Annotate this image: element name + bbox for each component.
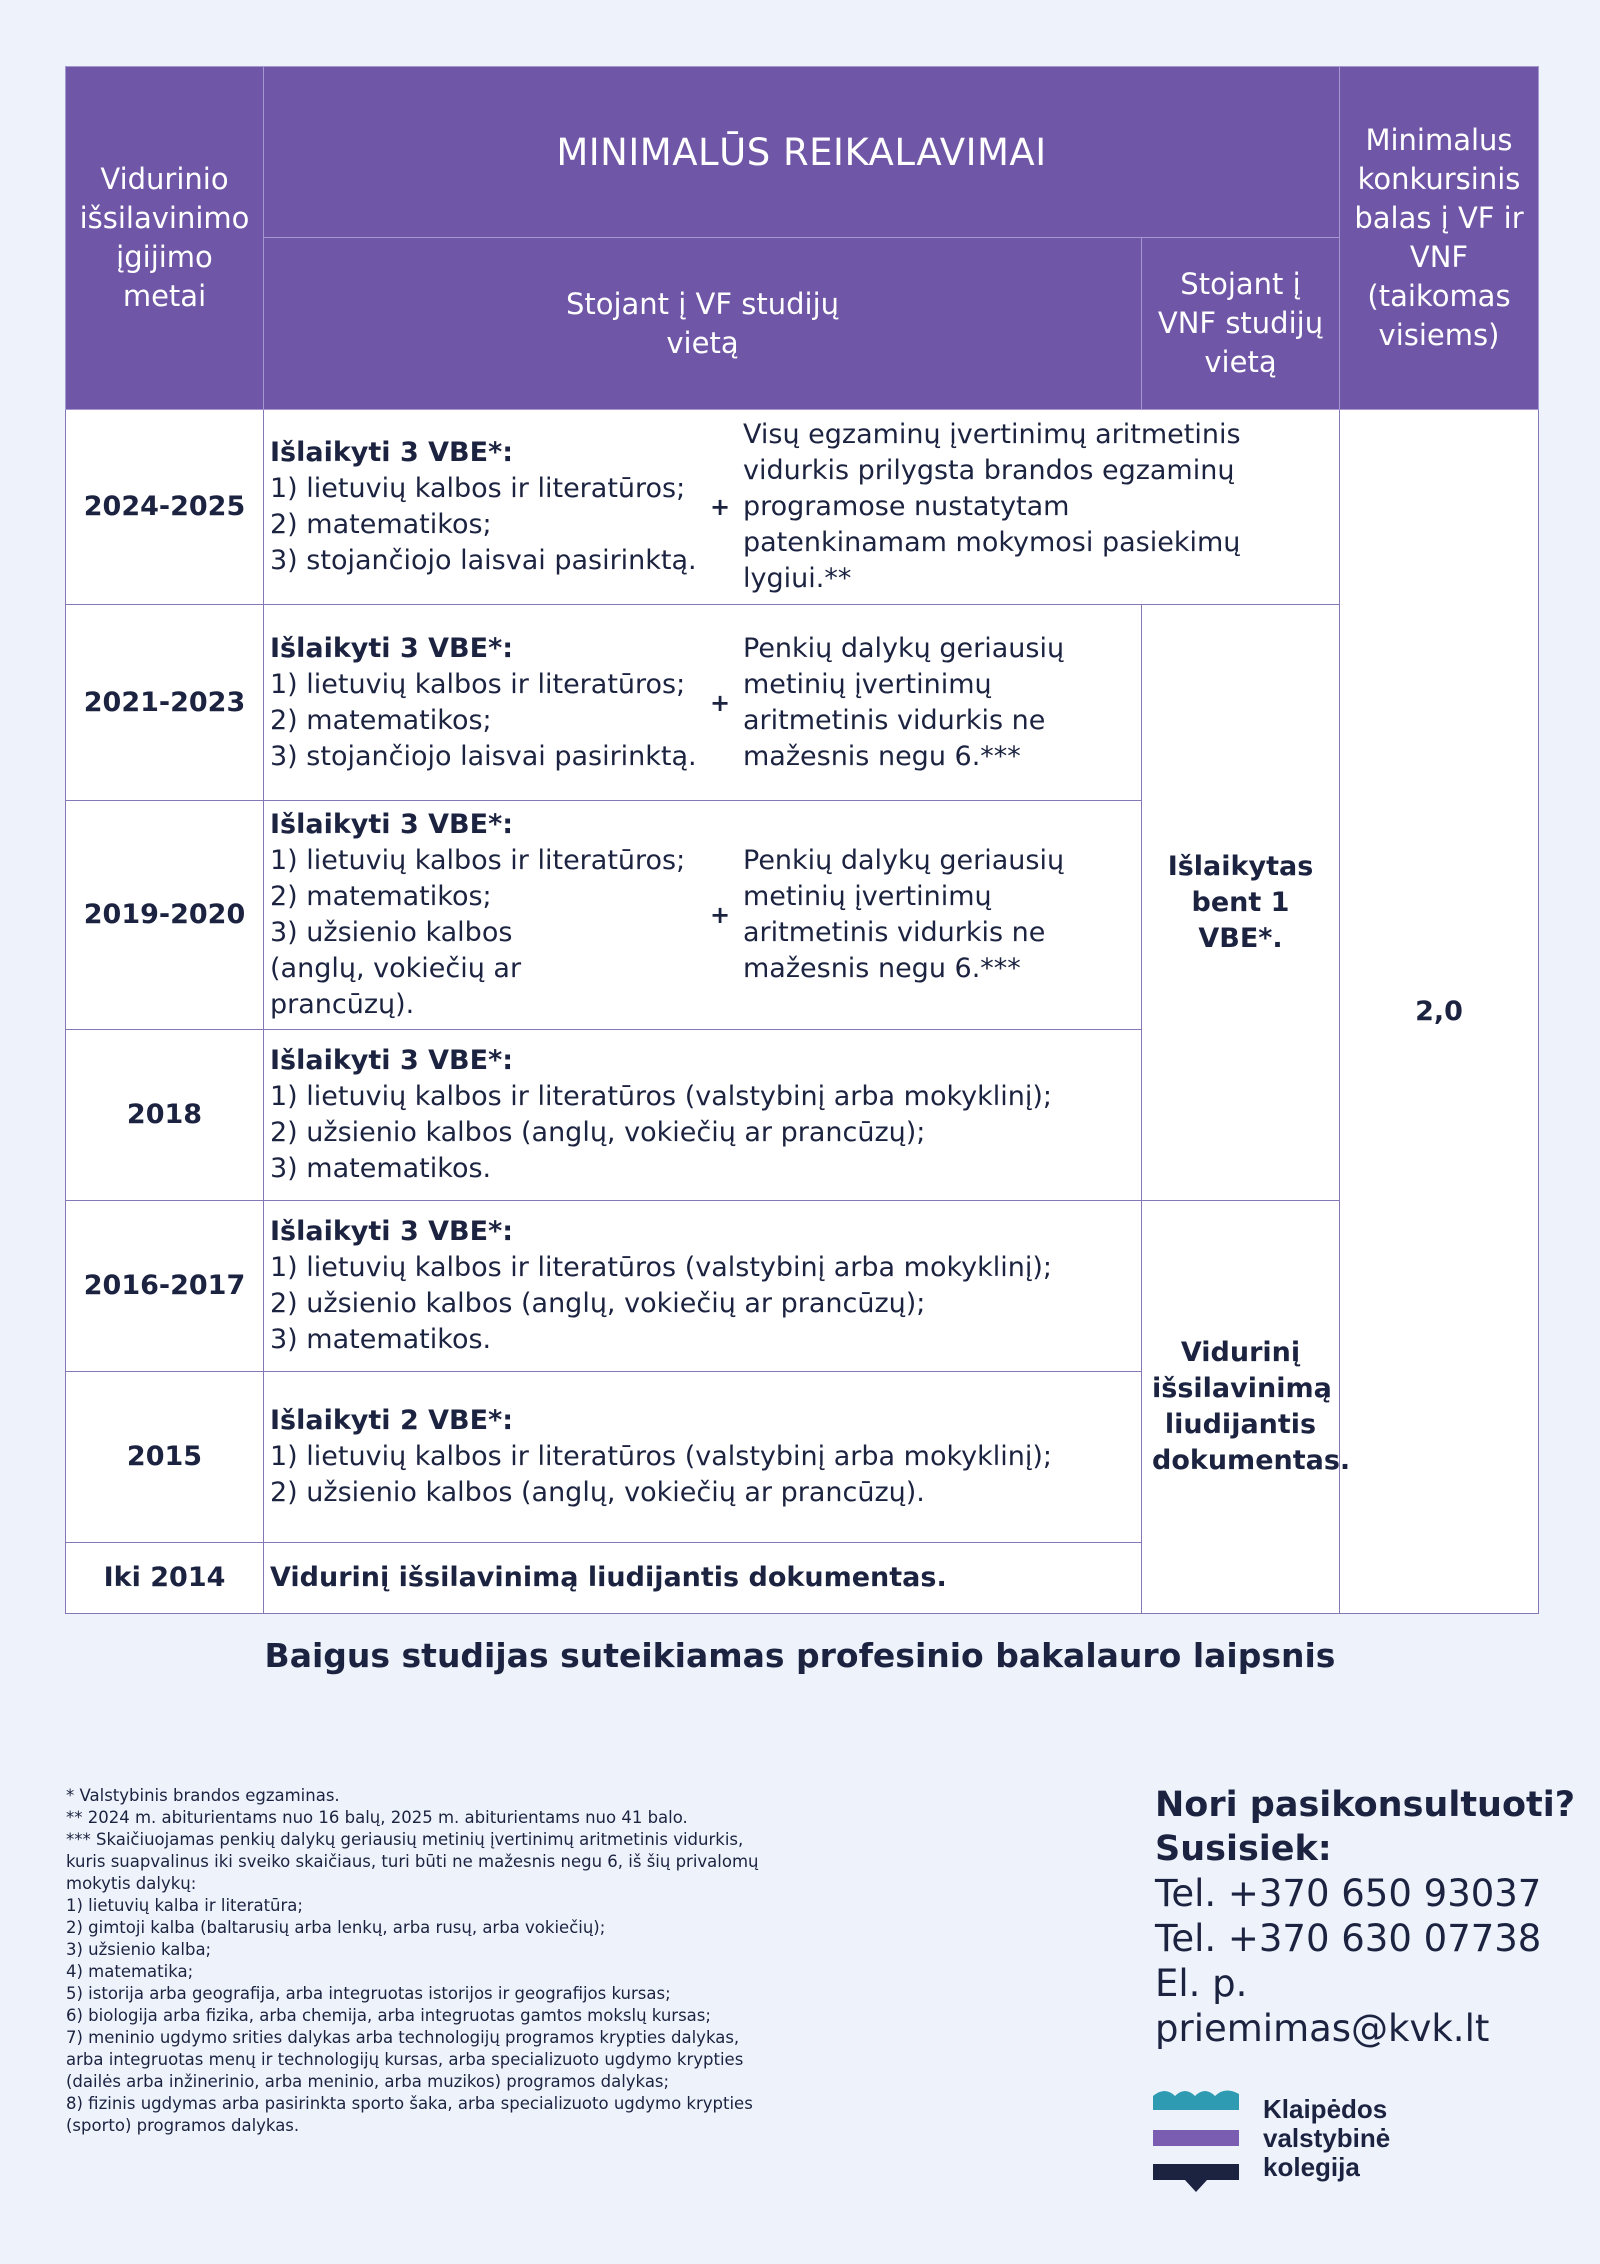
footnote: *** Skaičiuojamas penkių dalykų geriausių metinių įvertinimų aritmetinis vidurkis, kuris suapvalinus iki sveiko skaičiaus, turi būti ne mažesnis negu 6, iš šių privalomų mokytis dalykų:: [66, 1830, 759, 1893]
requirement-line: 2) užsienio kalbos (anglų, vokiečių ar prancūzų).: [270, 1477, 925, 1508]
requirement-line: 2) matematikos;: [270, 509, 492, 540]
logo-line: kolegija: [1263, 2152, 1360, 2182]
requirements-cell: [264, 1372, 1142, 1543]
year-cell: 2016-2017: [66, 1201, 264, 1372]
footnote: 6) biologija arba fizika, arba chemija, arba integruotas gamtos mokslų kursas;: [66, 2006, 711, 2025]
requirement-title: Išlaikyti 2 VBE*:: [270, 1405, 513, 1436]
plus-sign: +: [709, 493, 731, 521]
year-cell: 2024-2025: [66, 410, 264, 605]
requirements-table: [65, 66, 1539, 1614]
footnote: 2) gimtoji kalba (baltarusių arba lenkų, arba rusų, arba vokiečių);: [66, 1918, 606, 1937]
footnote: 3) užsienio kalba;: [66, 1940, 212, 1959]
phone-link[interactable]: Tel. +370 650 93037: [1155, 1872, 1542, 1915]
table-row: [66, 410, 1539, 605]
requirement-line: 3) stojančiojo laisvai pasirinktą.: [270, 740, 697, 772]
header-min-score: Minimalus konkursinis balas į VF ir VNF (taikomas visiems): [1340, 67, 1539, 410]
requirement-line: 3) stojančiojo laisvai pasirinktą.: [270, 545, 697, 576]
year-cell: Iki 2014: [66, 1543, 264, 1614]
requirement-title: Išlaikyti 3 VBE*:: [270, 632, 513, 664]
logo-line: Klaipėdos: [1263, 2094, 1388, 2124]
vnf-requirement: Vidurinį išsilavinimą liudijantis dokumentas.: [1142, 1201, 1340, 1614]
logo-text: [1263, 2095, 1390, 2182]
degree-note: Baigus studijas suteikiamas profesinio bakalauro laipsnis: [264, 1636, 1336, 1675]
footnote: * Valstybinis brandos egzaminas.: [66, 1786, 340, 1805]
requirement-average: Penkių dalykų geriausių metinių įvertinimų aritmetinis vidurkis ne mažesnis negu 6.***: [743, 632, 1065, 772]
requirement-line: 2) matematikos;: [270, 881, 492, 912]
contact-subtitle: Susisiek:: [1155, 1829, 1332, 1869]
footnote: 4) matematika;: [66, 1962, 194, 1981]
footnotes: [66, 1785, 806, 2137]
requirements-cell: [264, 410, 1340, 605]
logo-line: valstybinė: [1263, 2123, 1391, 2153]
requirement-line: 1) lietuvių kalbos ir literatūros (valstybinį arba mokyklinį);: [270, 1081, 1052, 1112]
requirement-line: 2) užsienio kalbos (anglų, vokiečių ar prancūzų);: [270, 1288, 926, 1319]
footnote: 5) istorija arba geografija, arba integruotas istorijos ir geografijos kursas;: [66, 1984, 671, 2003]
college-logo: [1153, 2088, 1453, 2198]
header-vf: Stojant į VF studijų vietą: [264, 238, 1142, 410]
requirement-line: 2) matematikos;: [270, 704, 492, 736]
footnote: 7) meninio ugdymo srities dalykas arba technologijų programos krypties dalykas, arba integruotas menų ir technologijų kursas, arba specializuoto ugdymo krypties (dailės arba inžinerinio, arba meninio, arba muzikos) programos dalykas;: [66, 2028, 744, 2091]
header-minimal-requirements: MINIMALŪS REIKALAVIMAI: [264, 67, 1340, 238]
vnf-requirement: Išlaikytas bent 1 VBE*.: [1142, 605, 1340, 1201]
plus-sign: +: [709, 688, 731, 717]
requirements-cell: [264, 1030, 1142, 1201]
requirement-average: Visų egzaminų įvertinimų aritmetinis vidurkis prilygsta brandos egzaminų programose nustatytam patenkinamam mokymosi pasiekimų lygiui.**: [743, 419, 1241, 594]
requirement-line: 1) lietuvių kalbos ir literatūros;: [270, 473, 686, 504]
email-link[interactable]: El. p. priemimas@kvk.lt: [1155, 1962, 1490, 2050]
year-cell: 2018: [66, 1030, 264, 1201]
table-row: [66, 1201, 1539, 1372]
requirement-line: 1) lietuvių kalbos ir literatūros;: [270, 668, 686, 700]
footnote: 8) fizinis ugdymas arba pasirinkta sporto šaka, arba specializuoto ugdymo krypties (sporto) programos dalykas.: [66, 2094, 753, 2135]
requirements-cell: [264, 801, 1142, 1030]
requirement-title: Vidurinį išsilavinimą liudijantis dokumentas.: [264, 1543, 1142, 1614]
requirement-title: Išlaikyti 3 VBE*:: [270, 1045, 513, 1076]
requirement-line: 1) lietuvių kalbos ir literatūros;: [270, 845, 686, 876]
requirements-cell: [264, 1201, 1142, 1372]
header-year-column: Vidurinio išsilavinimo įgijimo metai: [66, 67, 264, 410]
footnote: 1) lietuvių kalba ir literatūra;: [66, 1896, 303, 1915]
footnote: ** 2024 m. abiturientams nuo 16 balų, 2025 m. abiturientams nuo 41 balo.: [66, 1808, 688, 1827]
requirement-title: Išlaikyti 3 VBE*:: [270, 809, 513, 840]
table-row: [66, 605, 1539, 801]
year-cell: 2015: [66, 1372, 264, 1543]
requirement-line: 3) matematikos.: [270, 1324, 492, 1355]
year-cell: 2021-2023: [66, 605, 264, 801]
plus-sign: +: [709, 901, 731, 929]
header-vnf: Stojant į VNF studijų vietą: [1142, 238, 1340, 410]
requirement-line: 1) lietuvių kalbos ir literatūros (valstybinį arba mokyklinį);: [270, 1252, 1052, 1283]
requirement-line: 1) lietuvių kalbos ir literatūros (valstybinį arba mokyklinį);: [270, 1441, 1052, 1472]
requirement-line: 3) matematikos.: [270, 1153, 492, 1184]
requirement-line: 2) užsienio kalbos (anglų, vokiečių ar prancūzų);: [270, 1117, 926, 1148]
contact-title: Nori pasikonsultuoti?: [1155, 1785, 1576, 1825]
requirements-cell: [264, 605, 1142, 801]
phone-link[interactable]: Tel. +370 630 07738: [1155, 1917, 1542, 1960]
requirement-average: Penkių dalykų geriausių metinių įvertinimų aritmetinis vidurkis ne mažesnis negu 6.***: [743, 845, 1065, 984]
requirement-title: Išlaikyti 3 VBE*:: [270, 1216, 513, 1247]
min-score-value: 2,0: [1340, 410, 1539, 1614]
contact-block: [1155, 1783, 1585, 2051]
requirement-title: Išlaikyti 3 VBE*:: [270, 437, 513, 468]
logo-icon: [1153, 2088, 1253, 2198]
year-cell: 2019-2020: [66, 801, 264, 1030]
requirement-line: 3) užsienio kalbos (anglų, vokiečių ar prancūzų).: [270, 917, 522, 1020]
